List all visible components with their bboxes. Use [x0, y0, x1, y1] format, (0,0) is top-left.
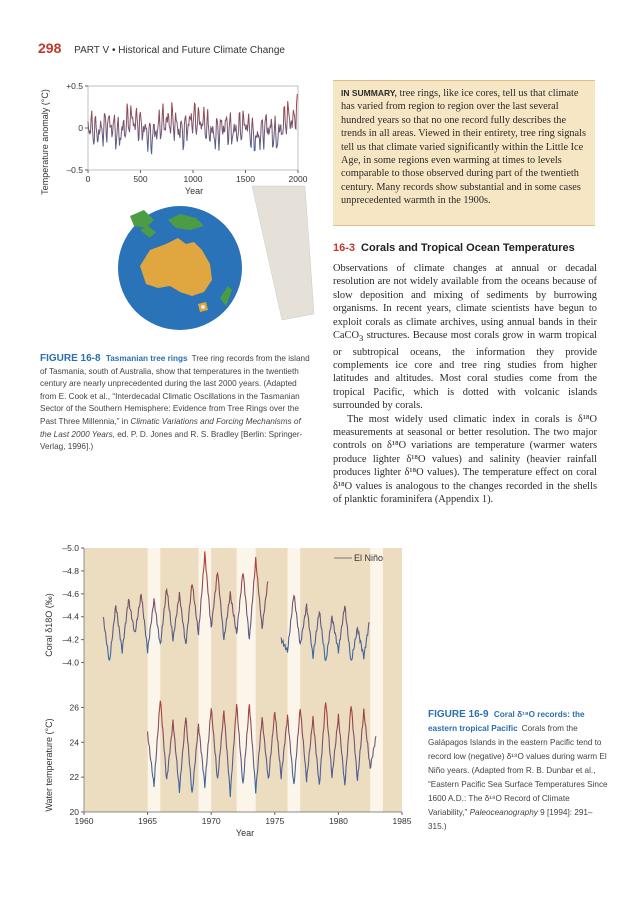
water-temp-y-label: Water temperature (°C) [44, 718, 54, 812]
globe-illustration [100, 180, 340, 350]
el-nino-band [370, 548, 383, 812]
figure-label: FIGURE 16-9 [428, 709, 489, 720]
part-label: PART V [74, 45, 110, 56]
coral-chart [36, 540, 416, 840]
el-nino-band [237, 548, 256, 812]
figure-16-9-caption [428, 708, 608, 834]
coral-y-tick-label: –4.4 [62, 611, 79, 622]
summary-lead: IN SUMMARY, [341, 88, 397, 98]
x-tick-label: 1985 [392, 816, 412, 826]
y-tick-label: –0.5 [66, 165, 83, 175]
caption-source-end: 9 [1994]: 291–315.) [428, 808, 593, 831]
coral-y-label: Coral δ18O (‰) [44, 593, 54, 657]
figure-title: Coral δ¹⁸O records: the eastern tropical Pacific [428, 710, 585, 733]
coral-x-label: Year [235, 828, 255, 838]
x-tick-label: 1970 [201, 816, 221, 826]
tasmania-marker [201, 305, 205, 309]
caption-source-end: ed. P. D. Jones and R. S. Bradley [Berlin: Springer-Verlag, 1996].) [40, 429, 303, 452]
el-nino-band [288, 548, 301, 812]
tree-ring-x-label: Year [184, 186, 204, 196]
el-nino-band [148, 548, 161, 812]
water-y-tick-label: 26 [69, 702, 79, 713]
x-tick-label: 1980 [328, 816, 348, 826]
figure-label: FIGURE 16-8 [40, 353, 101, 364]
x-tick-label: 1975 [265, 816, 285, 826]
coral-y-tick-label: –4.8 [62, 565, 79, 576]
section-title: Corals and Tropical Ocean Temperatures [361, 242, 575, 254]
caption-text: Tree ring records from the island of Tasmania, south of Australia, show that temperatures in the twentieth century are nearly unprecedented during the last 2000 years. (Adapted from E. Cook et al., “Interdecadal Climatic Oscillations in the Tasmanian Sector of the Southern Hemisphere: Evidence from Tree Rings over the Past Three Millennia,” in [40, 354, 310, 426]
coral-y-tick-label: –5.0 [62, 543, 79, 553]
x-tick-label: 1965 [138, 816, 158, 826]
section-number: 16-3 [333, 242, 356, 254]
figure-title: Tasmanian tree rings [105, 354, 188, 363]
part-title: Historical and Future Climate Change [118, 45, 285, 56]
coral-y-tick-label: –4.0 [62, 657, 79, 668]
water-y-tick-label: 22 [69, 772, 79, 783]
x-tick-label: 500 [133, 174, 148, 184]
paragraph-2: The most widely used climatic index in corals is δ¹⁸O measurements at seasonal or better resolution. The two major controls on δ¹⁸O variations are temperature (warmer waters produce lighter δ¹⁸O values) and salinity (heavier rainfall produces lighter δ¹⁸O values). The temperature effect on coral δ¹⁸O values is analogous to the changes recorded in the shells of planktic foraminifera (Appendix 1). [333, 413, 597, 505]
coral-y-tick-label: –4.2 [62, 634, 79, 645]
coral-y-tick-label: –4.6 [62, 588, 79, 599]
x-tick-label: 0 [85, 174, 91, 184]
y-tick-label: 0 [78, 123, 83, 133]
water-y-tick-label: 24 [69, 737, 79, 748]
subscript-3: 3 [358, 333, 364, 344]
el-nino-band [198, 548, 211, 812]
paragraph-1 [333, 262, 597, 413]
el-nino-bands [84, 548, 402, 812]
y-tick-label: +0.5 [66, 81, 83, 91]
section-heading [333, 242, 575, 254]
caption-source: Climatic Variations and Forcing Mechanisms of the Last 2000 Years, [40, 416, 301, 439]
page-header [38, 40, 285, 56]
x-tick-label: 1500 [236, 174, 255, 184]
in-summary-box [333, 80, 595, 226]
body-text [333, 262, 597, 506]
page-number: 298 [38, 40, 62, 56]
caption-source: Paleoceanography [469, 808, 538, 817]
paragraph-1-part-b: structures. Because most corals grow in warm tropical or subtropical oceans, the information they provide complements ice core and tree ring studies from higher latitudes and altitudes. Most coral studies come from the tropical Pacific, which is dotted with volcanic islands surrounded by corals. [333, 330, 597, 412]
part-separator: • [111, 45, 119, 56]
x-tick-label: 2000 [288, 174, 308, 184]
tree-ring-y-label: Temperature anomaly (°C) [40, 89, 50, 195]
caption-text: Corals from the Galápagos Islands in the eastern Pacific tend to record low (negative) δ¹⁸O values during warm El Niño years. (Adapted from R. B. Dunbar et al., “Eastern Pacific Sea Surface Temperatures Since 1600 A.D.: The δ¹⁸O Record of Climate Variability,” [428, 724, 608, 817]
summary-text: tree rings, like ice cores, tell us that climate has varied from region to region over the last several hundred years so that no one record fully describes the trends in all areas. Viewed in their entirety, tree ring signals tell us that climate varied significantly within the Little Ice Age, in some regions even warming at times to levels comparable to those observed during part of the twentieth century. Many records show substantial and in some cases unprecedented warmth in the 1900s. [341, 88, 586, 207]
figure-16-8-caption [40, 353, 310, 454]
water-y-tick-label: 20 [69, 807, 79, 817]
paragraph-1-part-a: Observations of climate changes at annual or decadal resolution are not widely available from the oceans because of slow deposition and mixing of sediments by burrowing organisms. In recent years, climate scientists have begun to exploit corals as climate archives, using annual bands in their CaCO [333, 263, 597, 342]
legend-el-nino: El Niño [354, 553, 384, 563]
x-tick-label: 1000 [183, 174, 203, 184]
zoom-wedge [252, 186, 314, 320]
x-tick-label: 1960 [74, 816, 94, 826]
